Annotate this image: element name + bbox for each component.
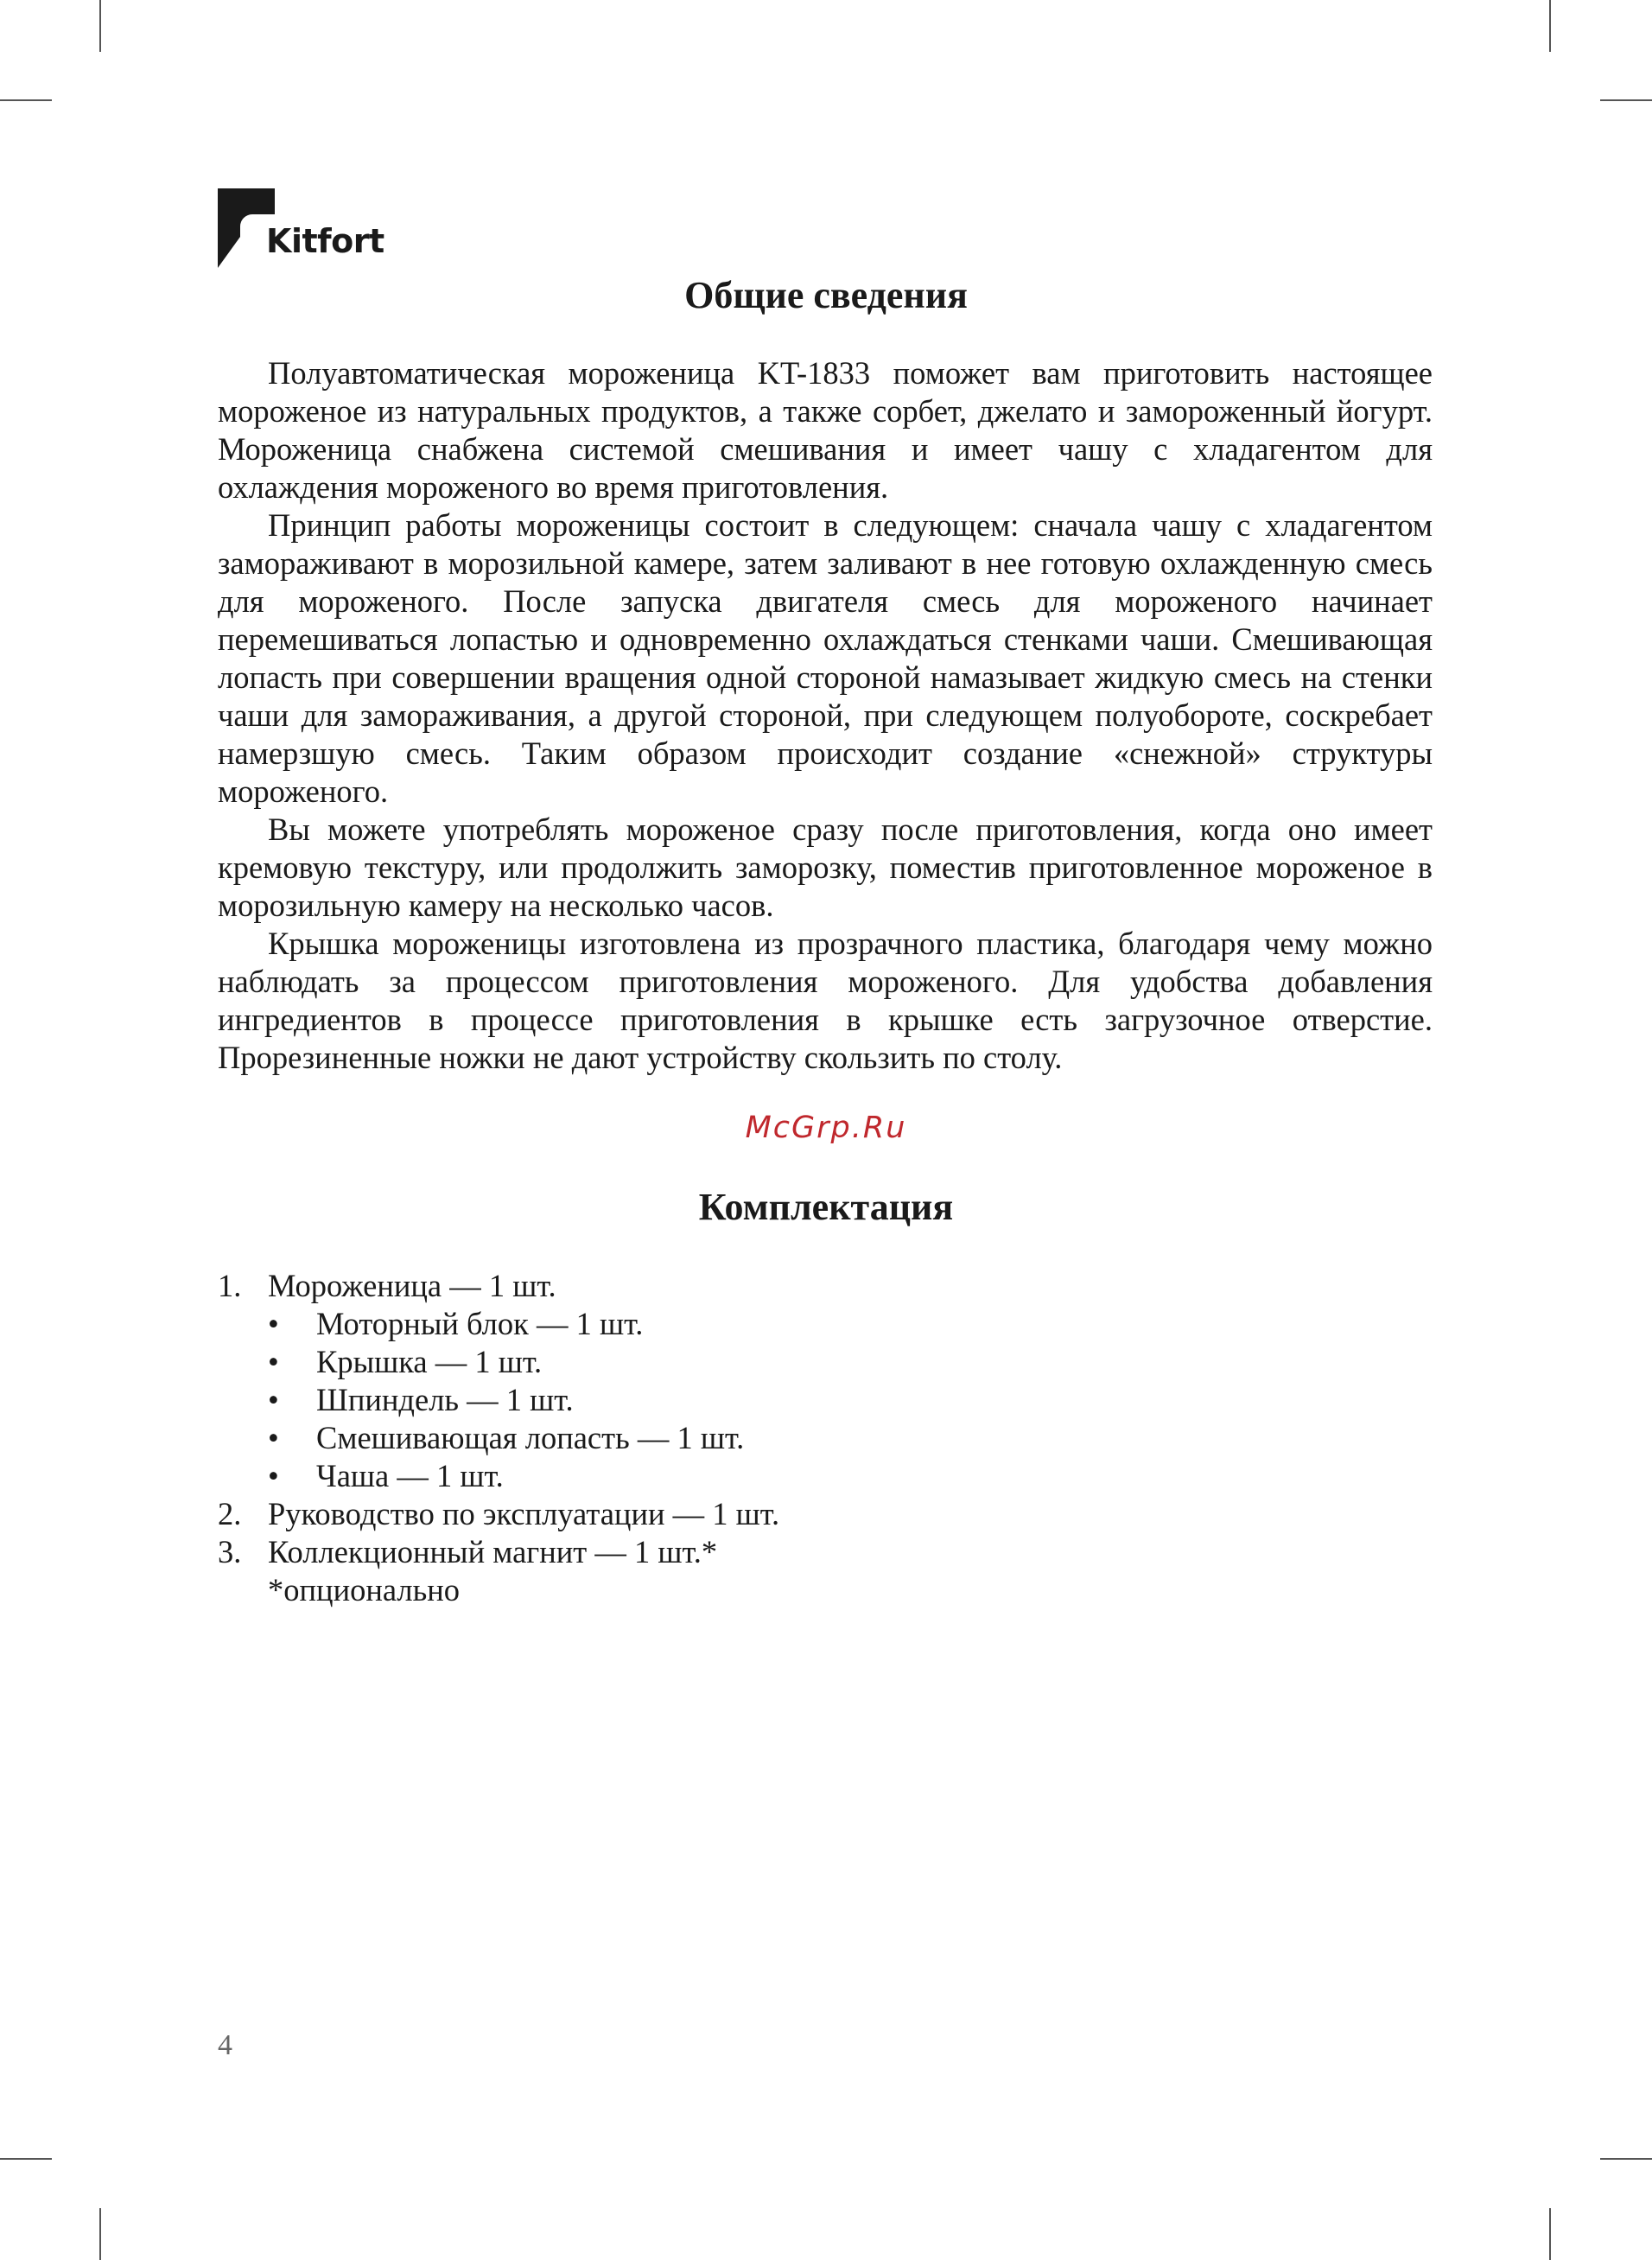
general-text <box>218 354 1433 1077</box>
crop-mark <box>99 0 101 52</box>
list-item-text: Мороженица — 1 шт. <box>268 1268 556 1303</box>
bullet: • <box>268 1382 279 1417</box>
crop-mark <box>1549 0 1551 52</box>
list-subitem <box>218 1457 779 1495</box>
paragraph: Полуавтоматическая мороженица KT-1833 поможет вам приготовить настоящее мороженое из натуральных продуктов, а также сорбет, джелато и замороженный йогурт. Мороженица снабжена системой смешивания и имеет чашу с хладагентом для охлаждения мороженого во время приготовления. <box>218 355 1433 505</box>
list-item <box>218 1495 779 1533</box>
list-subitem-text: Шпиндель — 1 шт. <box>316 1382 574 1417</box>
bullet: • <box>268 1344 279 1379</box>
bullet: • <box>268 1420 279 1455</box>
section-title-kit: Комплектация <box>698 1186 954 1228</box>
crop-mark <box>1549 2208 1551 2260</box>
footnote: *опционально <box>268 1572 461 1607</box>
crop-mark <box>1600 99 1652 101</box>
kitfort-logo <box>218 188 391 268</box>
list-subitem-text: Крышка — 1 шт. <box>316 1344 543 1379</box>
paragraph: Вы можете употреблять мороженое сразу после приготовления, когда оно имеет кремовую текстуру, или продолжить заморозку, поместив приготовленное мороженое в морозильную камеру на несколько часов. <box>218 812 1433 923</box>
list-item-text: Коллекционный магнит — 1 шт.* <box>268 1534 718 1569</box>
watermark-link[interactable]: McGrp.Ru <box>745 1111 907 1145</box>
crop-mark <box>0 99 52 101</box>
list-number: 3. <box>218 1534 242 1569</box>
list-item-text: Руководство по эксплуатации — 1 шт. <box>268 1496 780 1531</box>
page-number: 4 <box>218 2029 232 2061</box>
bullet: • <box>268 1458 279 1493</box>
list-subitem <box>218 1343 779 1381</box>
list-subitem <box>218 1419 779 1457</box>
list-item <box>218 1533 779 1571</box>
crop-mark <box>0 2158 52 2160</box>
list-subitem-text: Чаша — 1 шт. <box>316 1458 504 1493</box>
paragraph: Принцип работы мороженицы состоит в следующем: сначала чашу с хладагентом замораживают в морозильной камере, затем заливают в нее готовую охлажденную смесь для мороженого. После запуска двигателя смесь для мороженого начинает перемешиваться лопастью и одновременно охлаждаться стенками чаши. Смешивающая лопасть при совершении вращения одной стороной намазывает жидкую смесь на стенки чаши для замораживания, а другой стороной, при следующем полуобороте, соскребает намерзшую смесь. Таким образом происходит создание «снежной» структуры мороженого. <box>218 507 1433 809</box>
bullet: • <box>268 1306 279 1341</box>
list-subitem <box>218 1305 779 1343</box>
crop-mark <box>1600 2158 1652 2160</box>
list-subitem-text: Смешивающая лопасть — 1 шт. <box>316 1420 745 1455</box>
section-title-general: Общие сведения <box>684 274 968 316</box>
kit-list <box>218 1267 779 1609</box>
list-item <box>218 1267 779 1305</box>
list-number: 1. <box>218 1268 242 1303</box>
list-number: 2. <box>218 1496 242 1531</box>
paragraph: Крышка мороженицы изготовлена из прозрачного пластика, благодаря чему можно наблюдать за процессом приготовления мороженого. Для удобства добавления ингредиентов в процессе приготовления в крышке есть загрузочное отверстие. Прорезиненные ножки не дают устройству скользить по столу. <box>218 926 1433 1075</box>
list-subitem <box>218 1381 779 1419</box>
list-subitem-text: Моторный блок — 1 шт. <box>316 1306 644 1341</box>
crop-mark <box>99 2208 101 2260</box>
logo-wordmark: Kitfort <box>266 222 384 260</box>
